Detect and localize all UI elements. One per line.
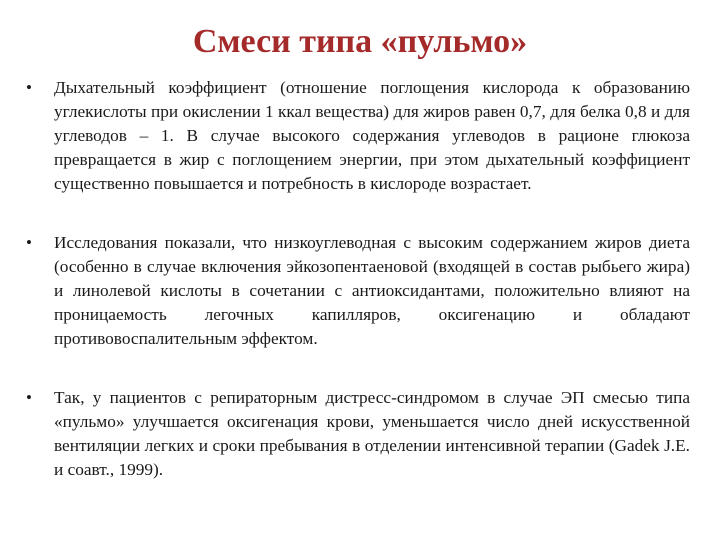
bullet-list [26,76,690,482]
bullet-dot: • [26,233,32,252]
bullet-item-1 [26,76,690,196]
slide-title: Смеси типа «пульмо» [192,23,528,60]
bullet-item-3 [26,386,690,482]
bullet-dot: • [26,78,32,97]
bullet-text-3: Так, у пациентов с репираторным дистресс-синдромом в случае ЭП смесью типа «пульмо» улучшается оксигенация крови, уменьшается число дней искусственной вентиляции легких и сроки пребывания в отделении интенсивной терапии (Gadek J.E. и соавт., 1999). [54,388,690,479]
bullet-dot: • [26,388,32,407]
bullet-text-1: Дыхательный коэффициент (отношение поглощения кислорода к образованию углекислоты при окислении 1 ккал вещества) для жиров равен 0,7, для белка 0,8 и для углеводов – 1. В случае высокого содержания углеводов в рационе глюкоза превращается в жир с поглощением энергии, при этом дыхательный коэффициент существенно повышается и потребность в кислороде возрастает. [54,78,690,193]
bullet-text-2: Исследования показали, что низкоуглеводная с высоким содержанием жиров диета (особенно в случае включения эйкозопентаеновой (входящей в состав рыбьего жира) и линолевой кислоты в сочетании с антиоксидантами, положительно влияют на проницаемость легочных капилляров, оксигенацию и обладают противовоспалительным эффектом. [54,233,690,348]
bullet-item-2 [26,231,690,351]
